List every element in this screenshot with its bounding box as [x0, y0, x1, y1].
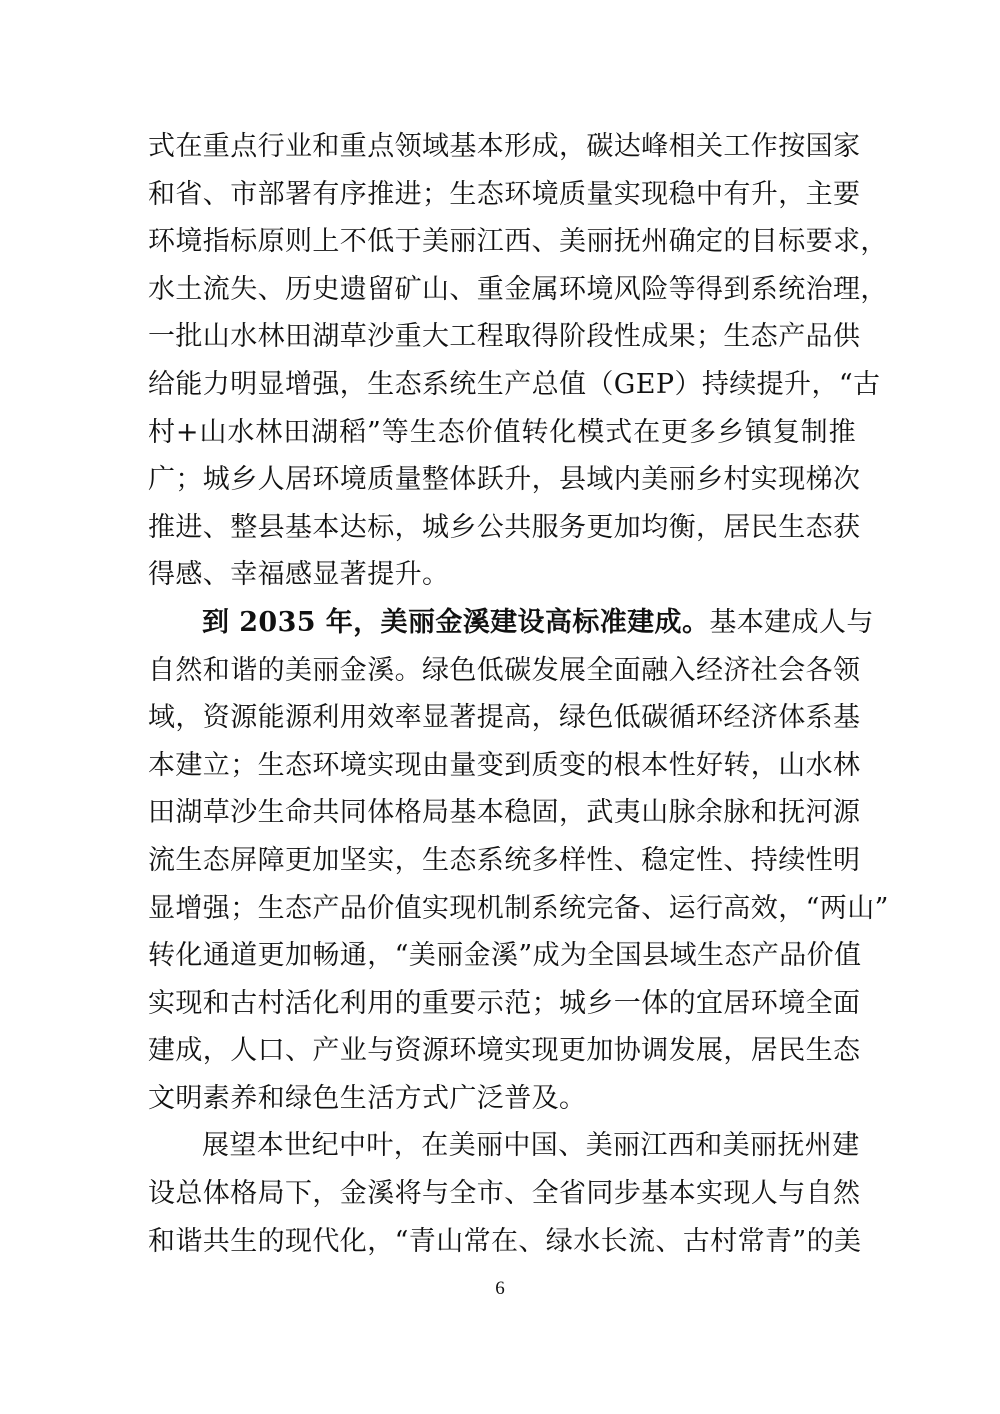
text-line: 村+山水林田湖稻”等生态价值转化模式在更多乡镇复制推: [148, 416, 856, 448]
text-line: 田湖草沙生命共同体格局基本稳固，武夷山脉余脉和抚河源: [148, 797, 861, 829]
text-line: 显增强；生态产品价值实现机制系统完备、运行高效，“两山”: [148, 892, 889, 924]
paragraph-mid-century-outlook: [148, 1122, 862, 1265]
document-body: [148, 123, 889, 1265]
bold-heading-phrase: 到 2035 年，美丽金溪建设高标准建成。: [202, 606, 710, 638]
text-line: 设总体格局下，金溪将与全市、全省同步基本实现人与自然: [148, 1178, 861, 1210]
text-line: 给能力明显增强，生态系统生产总值（GEP）持续提升，“古: [148, 368, 881, 400]
text-line: 文明素养和绿色生活方式广泛普及。: [148, 1082, 587, 1114]
text-line: 转化通道更加畅通，“美丽金溪”成为全国县域生态产品价值: [148, 940, 862, 972]
text-line: 域，资源能源利用效率显著提高，绿色低碳循环经济体系基: [148, 702, 861, 734]
text-line: 环境指标原则上不低于美丽江西、美丽抚州确定的目标要求，: [148, 226, 888, 258]
text-line: 推进、整县基本达标，城乡公共服务更加均衡，居民生态获: [148, 511, 861, 543]
text-line: 一批山水林田湖草沙重大工程取得阶段性成果；生态产品供: [148, 321, 861, 353]
text-line: 式在重点行业和重点领域基本形成，碳达峰相关工作按国家: [148, 131, 861, 162]
text-line: 和省、市部署有序推进；生态环境质量实现稳中有升，主要: [148, 178, 861, 210]
text-line: 流生态屏障更加坚实，生态系统多样性、稳定性、持续性明: [148, 844, 861, 876]
text-line: 实现和古村活化利用的重要示范；城乡一体的宜居环境全面: [148, 987, 861, 1019]
text-line: 本建立；生态环境实现由量变到质变的根本性好转，山水林: [148, 749, 861, 781]
paragraph-1: [148, 123, 888, 599]
text-line: 得感、幸福感显著提升。: [148, 559, 450, 591]
first-line-rest: 基本建成人与: [709, 606, 874, 638]
text-line: 自然和谐的美丽金溪。绿色低碳发展全面融入经济社会各领: [148, 654, 861, 686]
paragraph-2035-goal: [148, 599, 889, 1123]
text-line: 广；城乡人居环境质量整体跃升，县域内美丽乡村实现梯次: [148, 464, 861, 496]
text-line: 水土流失、历史遗留矿山、重金属环境风险等得到系统治理，: [148, 273, 888, 305]
text-line: 和谐共生的现代化，“青山常在、绿水长流、古村常青”的美: [148, 1225, 862, 1257]
page-number: 6: [495, 1278, 505, 1299]
text-line-first: [148, 599, 874, 647]
text-line: 建成，人口、产业与资源环境实现更加协调发展，居民生态: [148, 1035, 861, 1067]
text-line-first: 展望本世纪中叶，在美丽中国、美丽江西和美丽抚州建: [202, 1130, 860, 1162]
